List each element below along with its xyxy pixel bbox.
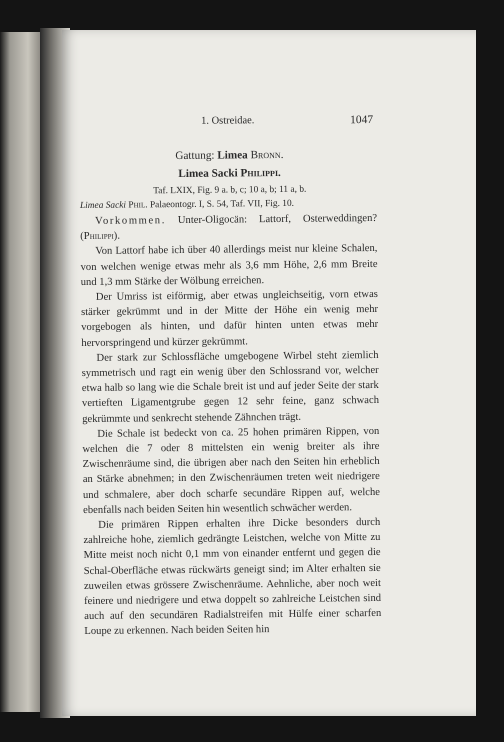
paragraph-ridges: Die primären Rippen erhalten ihre Dicke besonders durch zahlreiche hohe, ziemlich gedrängte Leistchen, welche von Mitte zu Mitte meist noch nicht 0,1 mm von einander entfernt und gegen die Schal-Oberfläche etwas rückwärts geneigt sind; im Alter erhalten sie zuweilen etwas grössere Zwischenräume. Aehnliche, aber noch weit feinere und niedrigere und etwa doppelt so zahlreiche Leistchen sind auch auf den secundären Radialstreifen mit Hülfe einer scharfen Loupe zu erkennen. Nach beiden Seiten hin (83, 516, 382, 638)
literature-author: Phil. (128, 200, 148, 211)
genus-prefix: Gattung: (175, 149, 215, 163)
paragraph-specimens: Von Lattorf habe ich über 40 allerdings meist nur kleine Schalen, von welchen wenige etwas mehr als 3,6 mm Höhe, 2,6 mm Breite und 1,3 mm Stärke der Wölbung erreichen. (80, 243, 378, 288)
literature-citation: Palaeontogr. I, S. 54, Taf. VII, Fig. 10. (149, 198, 295, 211)
species-author: Philippi. (240, 166, 281, 180)
facing-page-edge (0, 32, 40, 712)
species-name: Limea Sacki (178, 167, 238, 181)
paragraph-occurrence (80, 211, 377, 245)
body-text (80, 211, 381, 640)
genus-author: Bronn. (250, 148, 284, 162)
paragraph-hinge: Der stark zur Schlossfläche umgebogene Wirbel steht ziemlich symmetrisch und ragt ein wenig über den Schlossrand vor, welcher etwa halb so lang wie die Schale breit ist und auf jeder Seite der stark vertieften Ligamentgrube gegen 12 sehr feine, ganz schwach gekrümmte und senkrecht stehende Zähnchen trägt. (81, 349, 380, 425)
genus-heading (85, 147, 373, 165)
occurrence-citation: (Philippi). (80, 230, 121, 243)
occurrence-text: Unter-Oligocän: Lattorf, Osterweddingen? (177, 212, 378, 227)
genus-name: Limea (217, 149, 248, 162)
paragraph-ribs: Die Schale ist bedeckt von ca. 25 hohen primären Rippen, von welchen die 7 oder 8 mittelsten ein wenig breiter als ihre Zwischenräume sind, die übrigen aber nach den Seiten hin erheblich an Stärke abnehmen; in den Zwischenräumen treten weit niedrigere und schmalere, aber doch scharfe secundäre Rippen auf, welche ebenfalls nach beiden Seiten hin wesentlich schwächer werden. (82, 425, 381, 516)
occurrence-label: Vorkommen. (95, 215, 166, 227)
literature-taxon: Limea Sacki (79, 200, 127, 212)
page-number: 1047 (349, 113, 374, 127)
plate-references: Taf. LXIX, Fig. 9 a. b, c; 10 a, b; 11 a, b. (153, 184, 307, 197)
species-heading (86, 165, 374, 183)
paragraph-outline: Der Umriss ist eiförmig, aber etwas ungleichseitig, vorn etwas stärker gekrümmt und in der Mitte der Höhe ein wenig mehr vorgebogen als hinten, und dafür hinten unten etwas mehr hervorspringend und kürzer gekrümmt. (80, 288, 379, 349)
section-title: 1. Ostreidae. (200, 115, 255, 127)
